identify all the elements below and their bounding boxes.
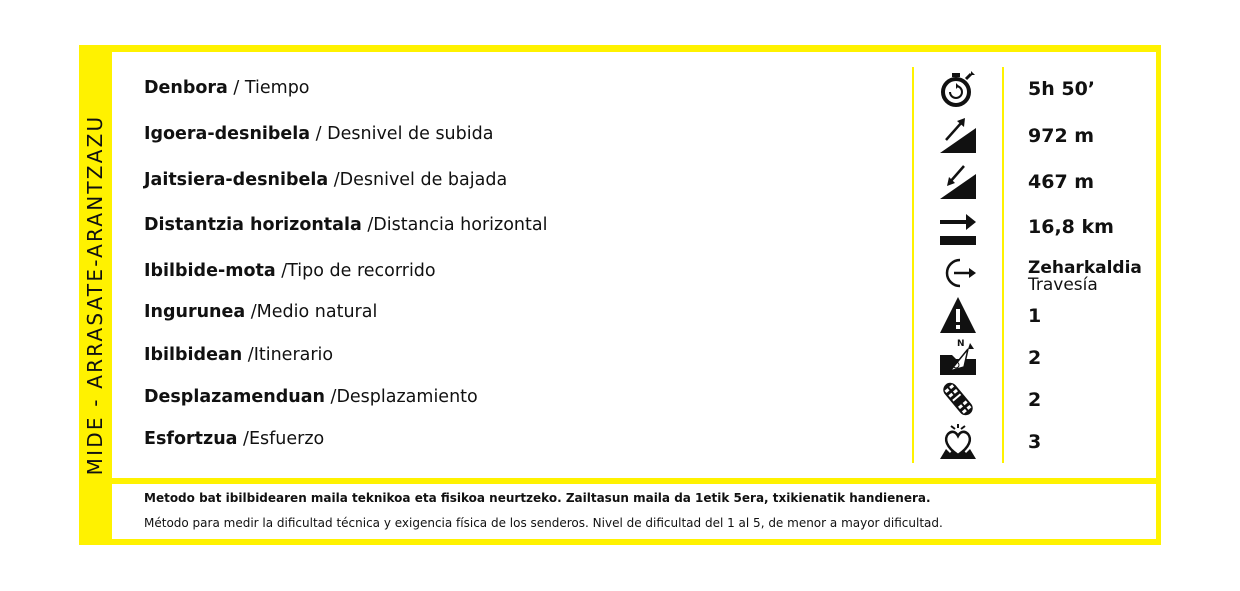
divider-right: [1002, 67, 1004, 463]
label-es: Tiempo: [244, 78, 310, 98]
row-ascent-label: [144, 124, 493, 144]
label-es: Esfuerzo: [248, 429, 325, 449]
label-eu: Igoera-desnibela: [144, 124, 311, 144]
label-eu: Ibilbide-mota: [144, 261, 276, 281]
orientation-icon: [938, 337, 978, 377]
footer-note-eu: Metodo bat ibilbidearen maila teknikoa eta fisikoa neurtzeko. Zailtasun maila da 1etik 5era, txikienatik handienera.: [144, 491, 931, 505]
row-itinerary-label: [144, 345, 333, 365]
itinerary-value: 2: [1028, 347, 1042, 369]
label-eu: Ibilbidean: [144, 345, 243, 365]
route-type-value-eu: Zeharkaldia: [1028, 258, 1142, 278]
label-eu: Denbora: [144, 78, 228, 98]
label-es: Desplazamiento: [336, 387, 478, 407]
route-type-value-es: Travesía: [1028, 275, 1098, 295]
label-sep: /: [242, 345, 254, 365]
label-sep: /: [310, 124, 328, 144]
label-sep: /: [245, 302, 257, 322]
row-displacement-label: [144, 387, 478, 407]
label-es: Itinerario: [253, 345, 334, 365]
row-route-type-label: [144, 261, 436, 281]
warning-icon: [938, 295, 978, 335]
descent-value: 467 m: [1028, 171, 1095, 193]
side-title: [79, 45, 110, 545]
environment-value: 1: [1028, 305, 1042, 327]
footer-note-es: Método para medir la dificultad técnica y exigencia física de los senderos. Nivel de dificultad del 1 al 5, de menor a mayor dificultad.: [144, 516, 943, 530]
ascent-value: 972 m: [1028, 125, 1095, 147]
distance-value: 16,8 km: [1028, 216, 1114, 238]
label-sep: /: [328, 170, 340, 190]
label-es: Distancia horizontal: [373, 215, 548, 235]
side-title-text: MIDE - ARRASATE-ARANTZAZU: [82, 114, 107, 476]
row-descent-label: [144, 170, 507, 190]
label-eu: Desplazamenduan: [144, 387, 325, 407]
row-effort-label: [144, 429, 324, 449]
stopwatch-icon: [938, 70, 978, 110]
svg-text:N: N: [957, 339, 965, 349]
label-sep: /: [361, 215, 374, 235]
effort-heart-icon: [938, 421, 978, 461]
label-eu: Distantzia horizontala: [144, 215, 362, 235]
label-es: Desnivel de subida: [327, 124, 494, 144]
label-es: Desnivel de bajada: [339, 170, 508, 190]
route-type-value: [1028, 260, 1142, 294]
label-sep: /: [324, 387, 337, 407]
ascent-icon: [938, 116, 978, 156]
label-eu: Ingurunea: [144, 302, 246, 322]
distance-icon: [938, 208, 978, 248]
label-eu: Jaitsiera-desnibela: [144, 170, 329, 190]
label-es: Tipo de recorrido: [287, 261, 436, 281]
time-value: 5h 50’: [1028, 78, 1096, 100]
boot-icon: [938, 379, 978, 419]
route-type-icon: [938, 253, 978, 293]
label-sep: /: [237, 429, 249, 449]
label-sep: /: [275, 261, 288, 281]
displacement-value: 2: [1028, 389, 1042, 411]
effort-value: 3: [1028, 431, 1042, 453]
row-environment-label: [144, 302, 377, 322]
divider-left: [912, 67, 914, 463]
label-es: Medio natural: [256, 302, 378, 322]
row-time-label: [144, 78, 310, 98]
row-distance-label: [144, 215, 547, 235]
descent-icon: [938, 162, 978, 202]
label-eu: Esfortzua: [144, 429, 238, 449]
label-sep: /: [227, 78, 245, 98]
